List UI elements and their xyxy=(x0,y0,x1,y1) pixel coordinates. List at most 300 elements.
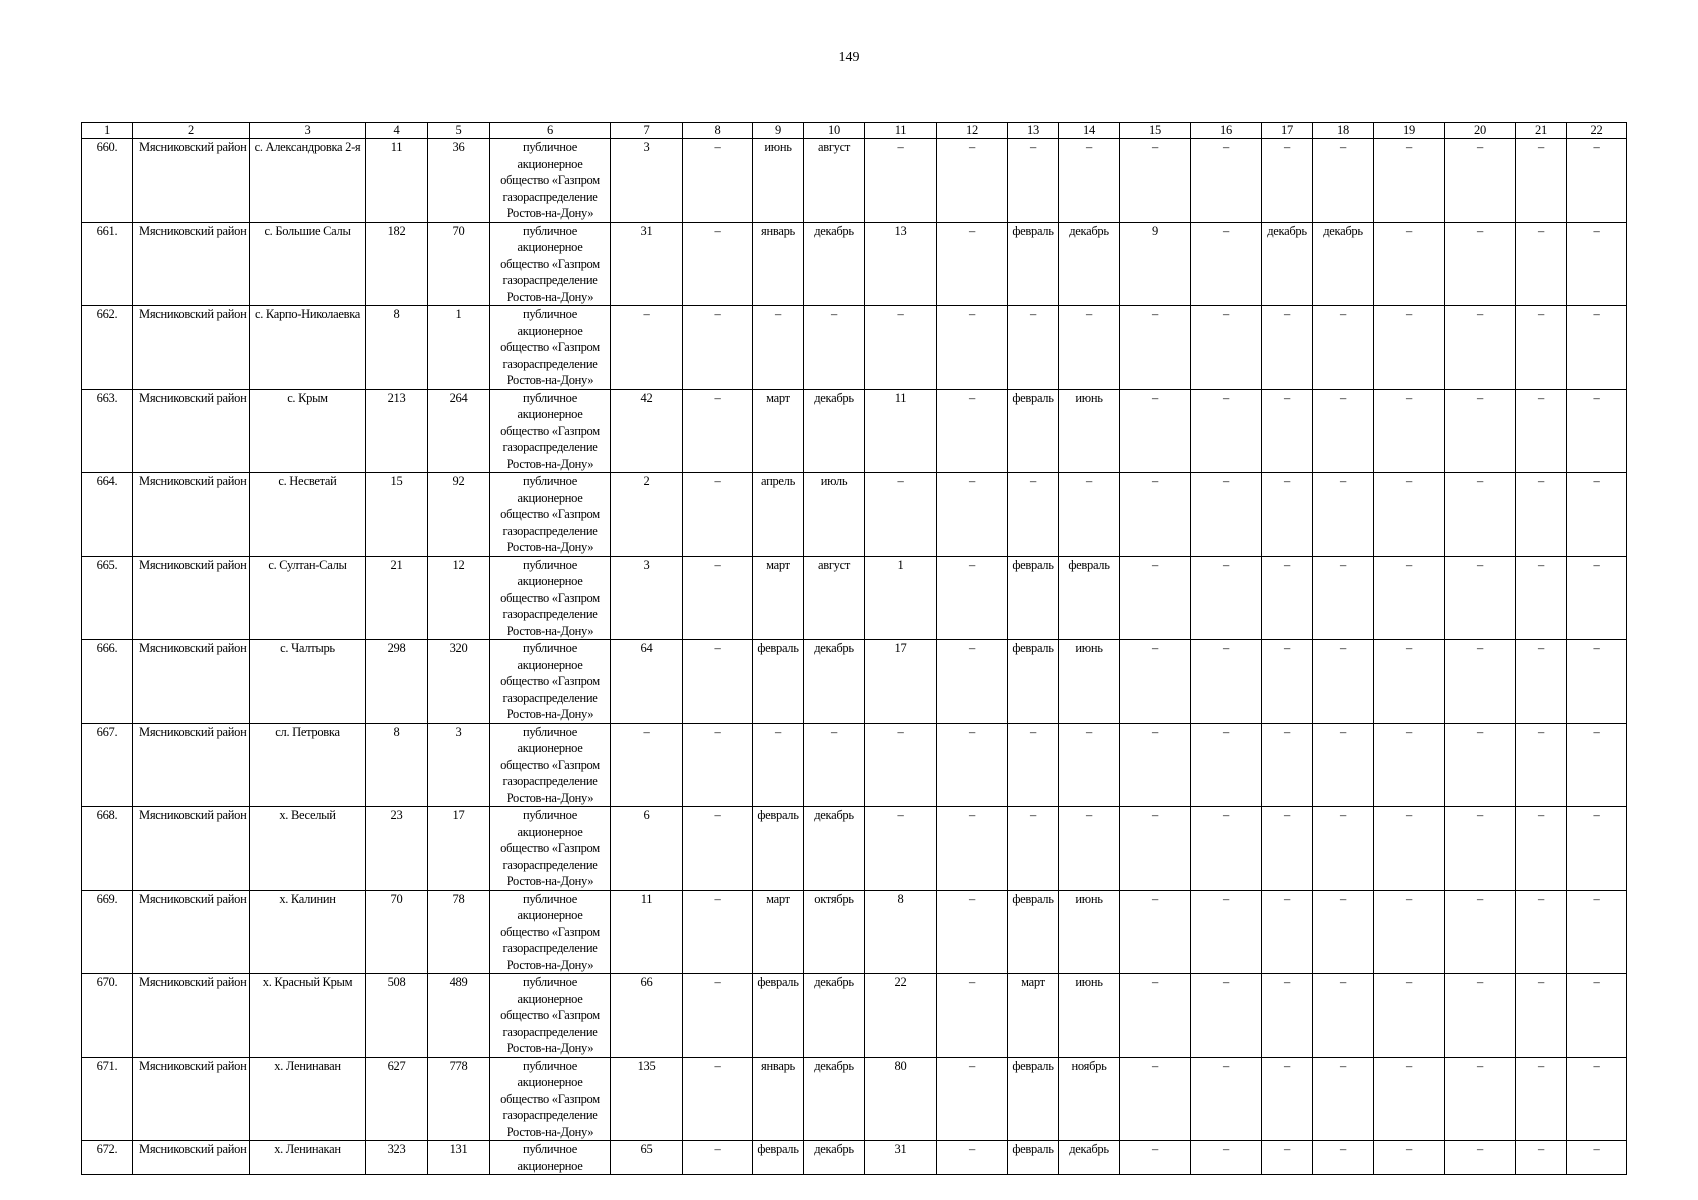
table-cell: – xyxy=(1120,139,1191,223)
table-cell: 6 xyxy=(611,807,683,891)
table-cell: – xyxy=(865,473,937,557)
table-body xyxy=(82,139,1627,1175)
gas-register-table xyxy=(81,122,1627,1175)
table-cell: июнь xyxy=(1059,389,1120,473)
table-cell: июнь xyxy=(753,139,804,223)
table-cell: – xyxy=(1374,473,1445,557)
table-cell: – xyxy=(1516,640,1567,724)
table-cell: 667. xyxy=(82,723,133,807)
table-cell: февраль xyxy=(1008,640,1059,724)
table-cell: – xyxy=(1445,640,1516,724)
table-cell: – xyxy=(1445,222,1516,306)
table-cell: публичное акционерное общество «Газпром газораспределение Ростов-на-Дону» xyxy=(490,556,611,640)
table-cell: 22 xyxy=(865,974,937,1058)
table-row xyxy=(82,556,1627,640)
table-cell: х. Ленинаван xyxy=(250,1057,366,1141)
table-cell: – xyxy=(1445,1057,1516,1141)
table-cell: 323 xyxy=(366,1141,428,1175)
table-cell: – xyxy=(1191,1057,1262,1141)
table-cell: – xyxy=(683,473,753,557)
table-cell: – xyxy=(1445,473,1516,557)
table-cell: – xyxy=(1567,556,1627,640)
table-cell: 21 xyxy=(366,556,428,640)
table-cell: – xyxy=(1374,139,1445,223)
table-cell: июль xyxy=(804,473,865,557)
table-cell: 298 xyxy=(366,640,428,724)
table-cell: – xyxy=(1516,1057,1567,1141)
table-cell: февраль xyxy=(753,974,804,1058)
table-cell: – xyxy=(1567,222,1627,306)
table-cell: 13 xyxy=(865,222,937,306)
table-cell: 92 xyxy=(428,473,490,557)
table-cell: х. Калинин xyxy=(250,890,366,974)
table-cell: 778 xyxy=(428,1057,490,1141)
column-number-header: 13 xyxy=(1008,123,1059,139)
table-cell: – xyxy=(683,1057,753,1141)
table-cell: – xyxy=(1445,974,1516,1058)
table-cell: – xyxy=(1445,556,1516,640)
table-cell: декабрь xyxy=(804,1057,865,1141)
table-cell: – xyxy=(1262,1141,1313,1175)
table-cell: – xyxy=(1374,389,1445,473)
table-cell: декабрь xyxy=(1313,222,1374,306)
table-cell: 70 xyxy=(366,890,428,974)
table-cell: март xyxy=(753,389,804,473)
table-cell: 12 xyxy=(428,556,490,640)
table-cell: – xyxy=(1567,473,1627,557)
table-cell: – xyxy=(1516,389,1567,473)
table-cell: 78 xyxy=(428,890,490,974)
table-cell: 665. xyxy=(82,556,133,640)
table-cell: Мясниковский район xyxy=(133,473,250,557)
table-cell: – xyxy=(1445,890,1516,974)
table-cell: Мясниковский район xyxy=(133,1057,250,1141)
table-cell: публичное акционерное xyxy=(490,1141,611,1175)
table-cell: публичное акционерное общество «Газпром газораспределение Ростов-на-Дону» xyxy=(490,1057,611,1141)
table-cell: публичное акционерное общество «Газпром газораспределение Ростов-на-Дону» xyxy=(490,139,611,223)
table-cell: декабрь xyxy=(804,974,865,1058)
table-cell: 2 xyxy=(611,473,683,557)
table-row xyxy=(82,974,1627,1058)
table-cell: 8 xyxy=(865,890,937,974)
table-cell: – xyxy=(1120,807,1191,891)
table-cell: 661. xyxy=(82,222,133,306)
table-cell: – xyxy=(1445,1141,1516,1175)
table-cell: декабрь xyxy=(1059,222,1120,306)
table-cell: 80 xyxy=(865,1057,937,1141)
table-cell: – xyxy=(1567,974,1627,1058)
table-cell: – xyxy=(1008,306,1059,390)
table-cell: – xyxy=(1262,723,1313,807)
table-cell: Мясниковский район xyxy=(133,723,250,807)
table-cell: август xyxy=(804,139,865,223)
column-number-header: 22 xyxy=(1567,123,1627,139)
table-cell: – xyxy=(1262,389,1313,473)
table-cell: – xyxy=(865,306,937,390)
table-cell: – xyxy=(1313,306,1374,390)
column-number-header: 4 xyxy=(366,123,428,139)
table-cell: – xyxy=(1516,139,1567,223)
table-cell: декабрь xyxy=(804,640,865,724)
column-number-header: 15 xyxy=(1120,123,1191,139)
table-cell: – xyxy=(1445,807,1516,891)
table-cell: – xyxy=(1516,306,1567,390)
table-cell: публичное акционерное общество «Газпром газораспределение Ростов-на-Дону» xyxy=(490,640,611,724)
table-cell: – xyxy=(1445,306,1516,390)
table-cell: январь xyxy=(753,222,804,306)
table-cell: 627 xyxy=(366,1057,428,1141)
column-number-header: 12 xyxy=(937,123,1008,139)
table-cell: – xyxy=(1191,974,1262,1058)
table-cell: – xyxy=(1445,139,1516,223)
table-cell: Мясниковский район xyxy=(133,139,250,223)
table-cell: февраль xyxy=(1008,556,1059,640)
table-cell: – xyxy=(1313,807,1374,891)
table-cell: Мясниковский район xyxy=(133,306,250,390)
table-cell: 66 xyxy=(611,974,683,1058)
table-cell: – xyxy=(1120,974,1191,1058)
table-cell: – xyxy=(1374,974,1445,1058)
column-number-header: 9 xyxy=(753,123,804,139)
table-cell: – xyxy=(1262,974,1313,1058)
table-cell: – xyxy=(611,723,683,807)
table-cell: – xyxy=(1567,306,1627,390)
table-cell: апрель xyxy=(753,473,804,557)
table-cell: публичное акционерное общество «Газпром газораспределение Ростов-на-Дону» xyxy=(490,974,611,1058)
column-number-header: 6 xyxy=(490,123,611,139)
table-cell: с. Султан-Салы xyxy=(250,556,366,640)
table-cell: – xyxy=(1262,306,1313,390)
table-cell: 660. xyxy=(82,139,133,223)
table-cell: – xyxy=(1567,640,1627,724)
table-cell: февраль xyxy=(1008,1141,1059,1175)
table-row xyxy=(82,222,1627,306)
table-cell: 664. xyxy=(82,473,133,557)
table-cell: 11 xyxy=(366,139,428,223)
column-number-header: 8 xyxy=(683,123,753,139)
table-cell: февраль xyxy=(753,640,804,724)
table-cell: – xyxy=(1516,473,1567,557)
table-cell: Мясниковский район xyxy=(133,1141,250,1175)
table-cell: 17 xyxy=(865,640,937,724)
table-cell: – xyxy=(753,306,804,390)
table-cell: – xyxy=(1516,723,1567,807)
table-cell: 64 xyxy=(611,640,683,724)
table-cell: декабрь xyxy=(804,807,865,891)
table-cell: – xyxy=(937,1141,1008,1175)
table-cell: – xyxy=(937,723,1008,807)
table-cell: – xyxy=(1008,473,1059,557)
table-cell: – xyxy=(1191,640,1262,724)
table-cell: 131 xyxy=(428,1141,490,1175)
table-cell: 1 xyxy=(865,556,937,640)
table-cell: – xyxy=(865,807,937,891)
table-cell: – xyxy=(937,890,1008,974)
table-cell: ноябрь xyxy=(1059,1057,1120,1141)
table-cell: с. Чалтырь xyxy=(250,640,366,724)
table-cell: – xyxy=(937,807,1008,891)
table-cell: – xyxy=(1059,807,1120,891)
table-cell: 670. xyxy=(82,974,133,1058)
table-cell: 672. xyxy=(82,1141,133,1175)
table-cell: – xyxy=(683,723,753,807)
table-cell: – xyxy=(753,723,804,807)
table-cell: – xyxy=(1516,556,1567,640)
table-cell: – xyxy=(1313,473,1374,557)
column-number-header: 20 xyxy=(1445,123,1516,139)
table-cell: – xyxy=(1516,1141,1567,1175)
table-cell: публичное акционерное общество «Газпром газораспределение Ростов-на-Дону» xyxy=(490,807,611,891)
table-cell: март xyxy=(753,556,804,640)
table-cell: февраль xyxy=(753,807,804,891)
table-row xyxy=(82,473,1627,557)
table-cell: – xyxy=(1191,556,1262,640)
table-row xyxy=(82,1141,1627,1175)
table-cell: – xyxy=(1313,139,1374,223)
table-cell: – xyxy=(1120,473,1191,557)
table-cell: – xyxy=(1313,556,1374,640)
table-cell: февраль xyxy=(753,1141,804,1175)
table-cell: – xyxy=(804,723,865,807)
table-cell: – xyxy=(611,306,683,390)
table-cell: публичное акционерное общество «Газпром газораспределение Ростов-на-Дону» xyxy=(490,306,611,390)
table-cell: 8 xyxy=(366,723,428,807)
table-cell: – xyxy=(1191,807,1262,891)
table-cell: – xyxy=(937,974,1008,1058)
table-cell: 31 xyxy=(611,222,683,306)
table-cell: 11 xyxy=(865,389,937,473)
table-cell: – xyxy=(1516,974,1567,1058)
table-cell: 489 xyxy=(428,974,490,1058)
table-cell: – xyxy=(683,306,753,390)
table-cell: Мясниковский район xyxy=(133,974,250,1058)
table-cell: – xyxy=(1120,723,1191,807)
table-cell: – xyxy=(1120,640,1191,724)
table-cell: – xyxy=(683,556,753,640)
table-cell: 135 xyxy=(611,1057,683,1141)
column-number-header: 19 xyxy=(1374,123,1445,139)
table-cell: – xyxy=(865,723,937,807)
table-cell: август xyxy=(804,556,865,640)
table-cell: 9 xyxy=(1120,222,1191,306)
table-cell: январь xyxy=(753,1057,804,1141)
table-cell: – xyxy=(1516,807,1567,891)
table-cell: – xyxy=(1191,139,1262,223)
table-cell: – xyxy=(1567,890,1627,974)
table-cell: – xyxy=(1059,473,1120,557)
column-number-header: 11 xyxy=(865,123,937,139)
table-row xyxy=(82,640,1627,724)
table-cell: 42 xyxy=(611,389,683,473)
table-cell: – xyxy=(683,222,753,306)
table-cell: с. Александровка 2-я xyxy=(250,139,366,223)
table-cell: с. Несветай xyxy=(250,473,366,557)
table-cell: – xyxy=(1191,389,1262,473)
table-cell: – xyxy=(1191,473,1262,557)
table-cell: – xyxy=(1008,139,1059,223)
table-cell: 3 xyxy=(428,723,490,807)
table-cell: 669. xyxy=(82,890,133,974)
table-cell: – xyxy=(683,1141,753,1175)
table-cell: 1 xyxy=(428,306,490,390)
table-cell: февраль xyxy=(1008,1057,1059,1141)
table-cell: 3 xyxy=(611,139,683,223)
table-row xyxy=(82,306,1627,390)
table-cell: х. Веселый xyxy=(250,807,366,891)
table-cell: – xyxy=(1313,389,1374,473)
column-number-header: 14 xyxy=(1059,123,1120,139)
table-cell: публичное акционерное общество «Газпром газораспределение Ростов-на-Дону» xyxy=(490,473,611,557)
table-cell: – xyxy=(1313,640,1374,724)
table-cell: – xyxy=(1262,473,1313,557)
table-cell: декабрь xyxy=(804,1141,865,1175)
table-cell: х. Красный Крым xyxy=(250,974,366,1058)
table-cell: 31 xyxy=(865,1141,937,1175)
table-cell: 23 xyxy=(366,807,428,891)
table-cell: – xyxy=(1120,1141,1191,1175)
table-row xyxy=(82,807,1627,891)
table-cell: – xyxy=(1120,389,1191,473)
column-number-header: 7 xyxy=(611,123,683,139)
table-cell: декабрь xyxy=(804,222,865,306)
table-header xyxy=(82,123,1627,139)
table-cell: х. Ленинакан xyxy=(250,1141,366,1175)
table-cell: 182 xyxy=(366,222,428,306)
table-cell: – xyxy=(1445,723,1516,807)
table-cell: – xyxy=(1120,306,1191,390)
table-cell: 36 xyxy=(428,139,490,223)
column-number-header: 5 xyxy=(428,123,490,139)
table-row xyxy=(82,723,1627,807)
table-cell: 70 xyxy=(428,222,490,306)
table-cell: – xyxy=(1374,556,1445,640)
table-cell: февраль xyxy=(1059,556,1120,640)
table-cell: – xyxy=(683,640,753,724)
table-cell: – xyxy=(1313,1141,1374,1175)
table-cell: – xyxy=(1262,556,1313,640)
table-cell: 8 xyxy=(366,306,428,390)
table-cell: с. Крым xyxy=(250,389,366,473)
table-cell: Мясниковский район xyxy=(133,556,250,640)
table-cell: – xyxy=(937,389,1008,473)
column-number-row xyxy=(82,123,1627,139)
table-cell: публичное акционерное общество «Газпром газораспределение Ростов-на-Дону» xyxy=(490,890,611,974)
table-cell: – xyxy=(1313,723,1374,807)
table-cell: публичное акционерное общество «Газпром газораспределение Ростов-на-Дону» xyxy=(490,723,611,807)
table-cell: 662. xyxy=(82,306,133,390)
table-cell: – xyxy=(1262,1057,1313,1141)
column-number-header: 1 xyxy=(82,123,133,139)
table-cell: 668. xyxy=(82,807,133,891)
table-cell: 17 xyxy=(428,807,490,891)
table-cell: – xyxy=(1374,723,1445,807)
table-cell: – xyxy=(1374,1141,1445,1175)
table-cell: – xyxy=(1191,723,1262,807)
table-cell: Мясниковский район xyxy=(133,807,250,891)
column-number-header: 21 xyxy=(1516,123,1567,139)
table-cell: публичное акционерное общество «Газпром газораспределение Ростов-на-Дону» xyxy=(490,389,611,473)
table-cell: – xyxy=(1374,890,1445,974)
table-cell: декабрь xyxy=(804,389,865,473)
column-number-header: 10 xyxy=(804,123,865,139)
table-cell: 666. xyxy=(82,640,133,724)
table-cell: – xyxy=(1059,306,1120,390)
table-cell: с. Карпо-Николаевка xyxy=(250,306,366,390)
table-cell: – xyxy=(1262,640,1313,724)
table-cell: – xyxy=(683,389,753,473)
table-cell: – xyxy=(937,222,1008,306)
table-cell: 264 xyxy=(428,389,490,473)
table-cell: – xyxy=(1120,556,1191,640)
table-cell: Мясниковский район xyxy=(133,389,250,473)
table-cell: – xyxy=(1313,974,1374,1058)
table-cell: – xyxy=(683,139,753,223)
table-cell: 11 xyxy=(611,890,683,974)
table-cell: июнь xyxy=(1059,640,1120,724)
table-cell: – xyxy=(1374,222,1445,306)
table-cell: – xyxy=(1374,807,1445,891)
table-cell: 15 xyxy=(366,473,428,557)
column-number-header: 18 xyxy=(1313,123,1374,139)
table-row xyxy=(82,139,1627,223)
table-cell: – xyxy=(937,556,1008,640)
table-cell: – xyxy=(937,473,1008,557)
table-cell: с. Большие Салы xyxy=(250,222,366,306)
table-cell: – xyxy=(865,139,937,223)
table-cell: – xyxy=(1059,139,1120,223)
table-cell: февраль xyxy=(1008,890,1059,974)
table-cell: – xyxy=(1262,139,1313,223)
table-cell: – xyxy=(1120,890,1191,974)
table-cell: – xyxy=(804,306,865,390)
table-cell: – xyxy=(1374,1057,1445,1141)
table-cell: – xyxy=(1191,890,1262,974)
table-cell: – xyxy=(1262,807,1313,891)
table-cell: – xyxy=(1059,723,1120,807)
table-cell: – xyxy=(683,890,753,974)
column-number-header: 3 xyxy=(250,123,366,139)
table-cell: – xyxy=(1567,389,1627,473)
table-cell: – xyxy=(1313,890,1374,974)
table-cell: сл. Петровка xyxy=(250,723,366,807)
table-cell: – xyxy=(1191,222,1262,306)
table-cell: март xyxy=(1008,974,1059,1058)
table-cell: – xyxy=(1008,807,1059,891)
table-cell: – xyxy=(683,974,753,1058)
table-cell: июнь xyxy=(1059,974,1120,1058)
table-cell: – xyxy=(1313,1057,1374,1141)
table-cell: – xyxy=(1191,306,1262,390)
column-number-header: 17 xyxy=(1262,123,1313,139)
table-cell: – xyxy=(937,640,1008,724)
table-cell: Мясниковский район xyxy=(133,640,250,724)
column-number-header: 16 xyxy=(1191,123,1262,139)
table-cell: февраль xyxy=(1008,222,1059,306)
table-cell: 320 xyxy=(428,640,490,724)
table-cell: – xyxy=(1567,807,1627,891)
table-cell: – xyxy=(1374,640,1445,724)
table-cell: – xyxy=(1567,1057,1627,1141)
table-cell: – xyxy=(937,1057,1008,1141)
table-cell: – xyxy=(1445,389,1516,473)
table-cell: 213 xyxy=(366,389,428,473)
table-cell: – xyxy=(1516,890,1567,974)
table-cell: 65 xyxy=(611,1141,683,1175)
table-cell: 3 xyxy=(611,556,683,640)
table-cell: февраль xyxy=(1008,389,1059,473)
table-cell: декабрь xyxy=(1262,222,1313,306)
table-cell: – xyxy=(1262,890,1313,974)
